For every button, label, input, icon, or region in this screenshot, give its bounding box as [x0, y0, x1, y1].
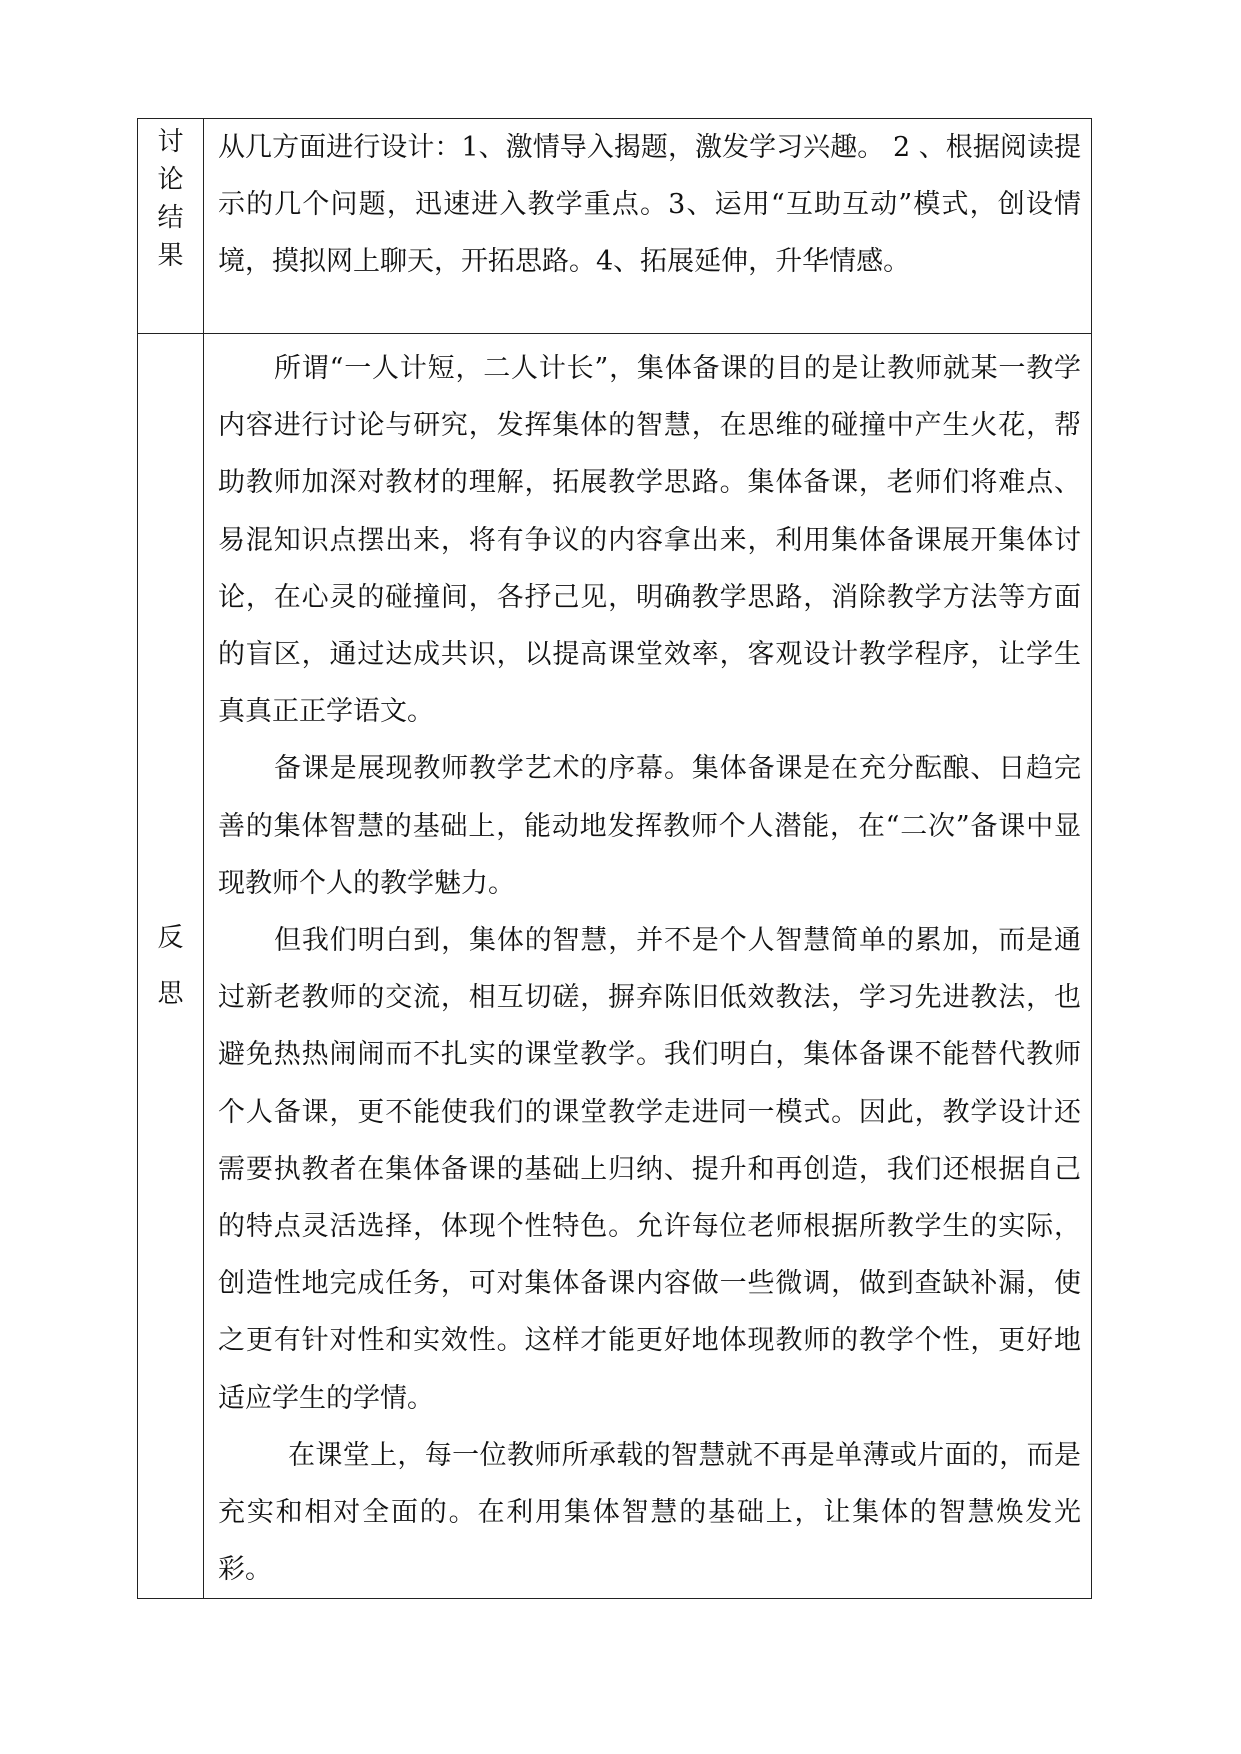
- reflection-content-cell: [204, 334, 1092, 1599]
- discussion-row: [138, 119, 1092, 334]
- discussion-label-char: 果: [157, 241, 184, 271]
- reflection-label-char: 反: [157, 923, 184, 954]
- reflection-paragraph: 但我们明白到，集体的智慧，并不是个人智慧简单的累加，而是通过新老教师的交流，相互切磋，摒弃陈旧低效教法，学习先进教法，也避免热热闹闹而不扎实的课堂教学。我们明白，集体备课不能替代教师个人备课，更不能使我们的课堂教学走进同一模式。因此，教学设计还需要执教者在集体备课的基础上归纳、提升和再创造，我们还根据自己的特点灵活选择，体现个性特色。允许每位老师根据所教学生的实际，创造性地完成任务，可对集体备课内容做一些微调，做到查缺补漏，使之更有针对性和实效性。这样才能更好地体现教师的教学个性，更好地适应学生的学情。: [218, 925, 1081, 1414]
- discussion-label-char: 结: [157, 203, 184, 233]
- document-table: [137, 118, 1092, 1599]
- reflection-label-char: 思: [157, 979, 184, 1010]
- discussion-label-char: 讨: [157, 127, 184, 157]
- reflection-row: [138, 334, 1092, 1599]
- discussion-label-cell: [138, 119, 204, 334]
- reflection-paragraph: 所谓“一人计短，二人计长”，集体备课的目的是让教师就某一教学内容进行讨论与研究，发挥集体的智慧，在思维的碰撞中产生火花，帮助教师加深对教材的理解，拓展教学思路。集体备课，老师们将难点、易混知识点摆出来，将有争议的内容拿出来，利用集体备课展开集体讨论，在心灵的碰撞间，各抒己见，明确教学思路，消除教学方法等方面的盲区，通过达成共识，以提高课堂效率，客观设计教学程序，让学生真真正正学语文。: [218, 353, 1081, 728]
- discussion-text: 从几方面进行设计：1、激情导入揭题，激发学习兴趣。 2 、根据阅读提示的几个问题，迅速进入教学重点。3、运用“互助互动”模式，创设情境，摸拟网上聊天，开拓思路。4、拓展延伸，升华情感。: [218, 132, 1081, 278]
- discussion-label-char: 论: [157, 165, 184, 195]
- reflection-paragraph: 在课堂上，每一位教师所承载的智慧就不再是单薄或片面的，而是充实和相对全面的。在利用集体智慧的基础上，让集体的智慧焕发光彩。: [218, 1439, 1081, 1586]
- reflection-paragraph: 备课是展现教师教学艺术的序幕。集体备课是在充分酝酿、日趋完善的集体智慧的基础上，能动地发挥教师个人潜能，在“二次”备课中显现教师个人的教学魅力。: [218, 753, 1081, 899]
- discussion-content-cell: [204, 119, 1092, 334]
- reflection-label-cell: [138, 334, 204, 1599]
